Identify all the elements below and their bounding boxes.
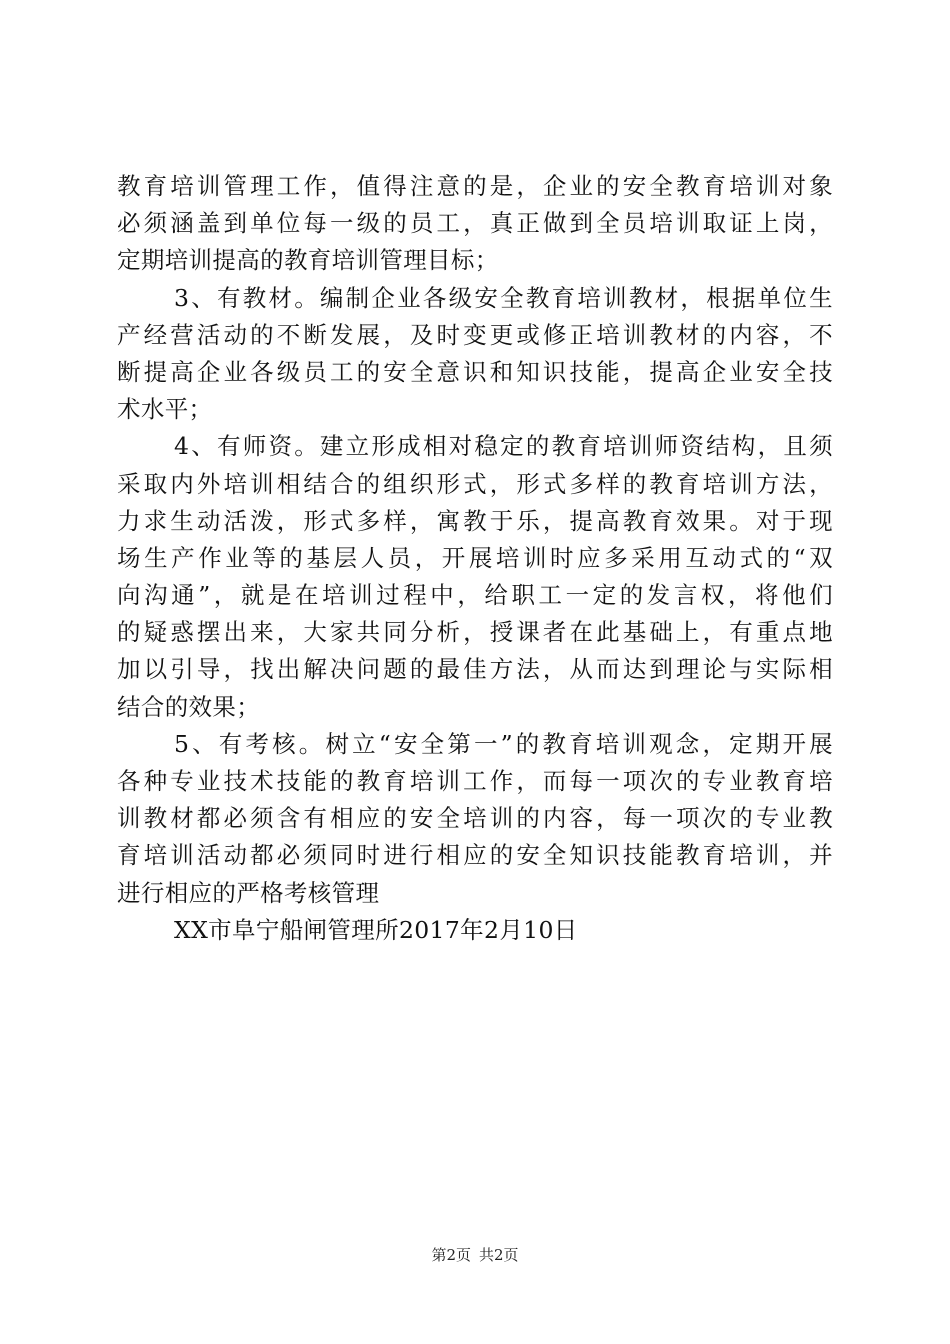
paragraph-start-line: 4、有师资。建立形成相对稳定的教育培训师资结构，且须 bbox=[174, 432, 833, 461]
text-line: 育培训活动都必须同时进行相应的安全知识技能教育培训，并 bbox=[117, 841, 833, 870]
text-line: 断提高企业各级员工的安全意识和知识技能，提高企业安全技 bbox=[117, 357, 833, 386]
text-line: 力求生动活泼，形式多样，寓教于乐，提高教育效果。对于现 bbox=[117, 506, 833, 535]
text-line: 结合的效果； bbox=[117, 692, 261, 721]
text-line: 术水平； bbox=[117, 395, 213, 424]
document-body bbox=[117, 168, 833, 949]
signature-line: XX市阜宁船闸管理所2017年2月10日 bbox=[174, 915, 578, 944]
text-line: 必须涵盖到单位每一级的员工，真正做到全员培训取证上岗， bbox=[117, 209, 833, 238]
text-line: 加以引导，找出解决问题的最佳方法，从而达到理论与实际相 bbox=[117, 655, 833, 684]
paragraph-start-line: 3、有教材。编制企业各级安全教育培训教材，根据单位生 bbox=[174, 283, 833, 312]
page-total: 共2页 bbox=[479, 1246, 519, 1264]
text-line: 定期培训提高的教育培训管理目标； bbox=[117, 246, 499, 275]
text-line: 训教材都必须含有相应的安全培训的内容，每一项次的专业教 bbox=[117, 804, 833, 833]
text-line: 各种专业技术技能的教育培训工作，而每一项次的专业教育培 bbox=[117, 767, 833, 795]
page-footer bbox=[0, 1245, 950, 1265]
page-number: 第2页 bbox=[431, 1246, 471, 1264]
paragraph-start-line: 5、有考核。树立“安全第一”的教育培训观念，定期开展 bbox=[174, 729, 833, 758]
text-line: 场生产作业等的基层人员，开展培训时应多采用互动式的“双 bbox=[117, 543, 833, 572]
text-line: 产经营活动的不断发展，及时变更或修正培训教材的内容，不 bbox=[117, 320, 833, 349]
text-line: 进行相应的严格考核管理 bbox=[117, 878, 380, 907]
text-line: 采取内外培训相结合的组织形式，形式多样的教育培训方法， bbox=[117, 469, 833, 498]
text-line: 向沟通”，就是在培训过程中，给职工一定的发言权，将他们 bbox=[117, 581, 833, 610]
text-line: 的疑惑摆出来，大家共同分析，授课者在此基础上，有重点地 bbox=[117, 618, 833, 647]
text-line: 教育培训管理工作，值得注意的是，企业的安全教育培训对象 bbox=[117, 172, 833, 200]
